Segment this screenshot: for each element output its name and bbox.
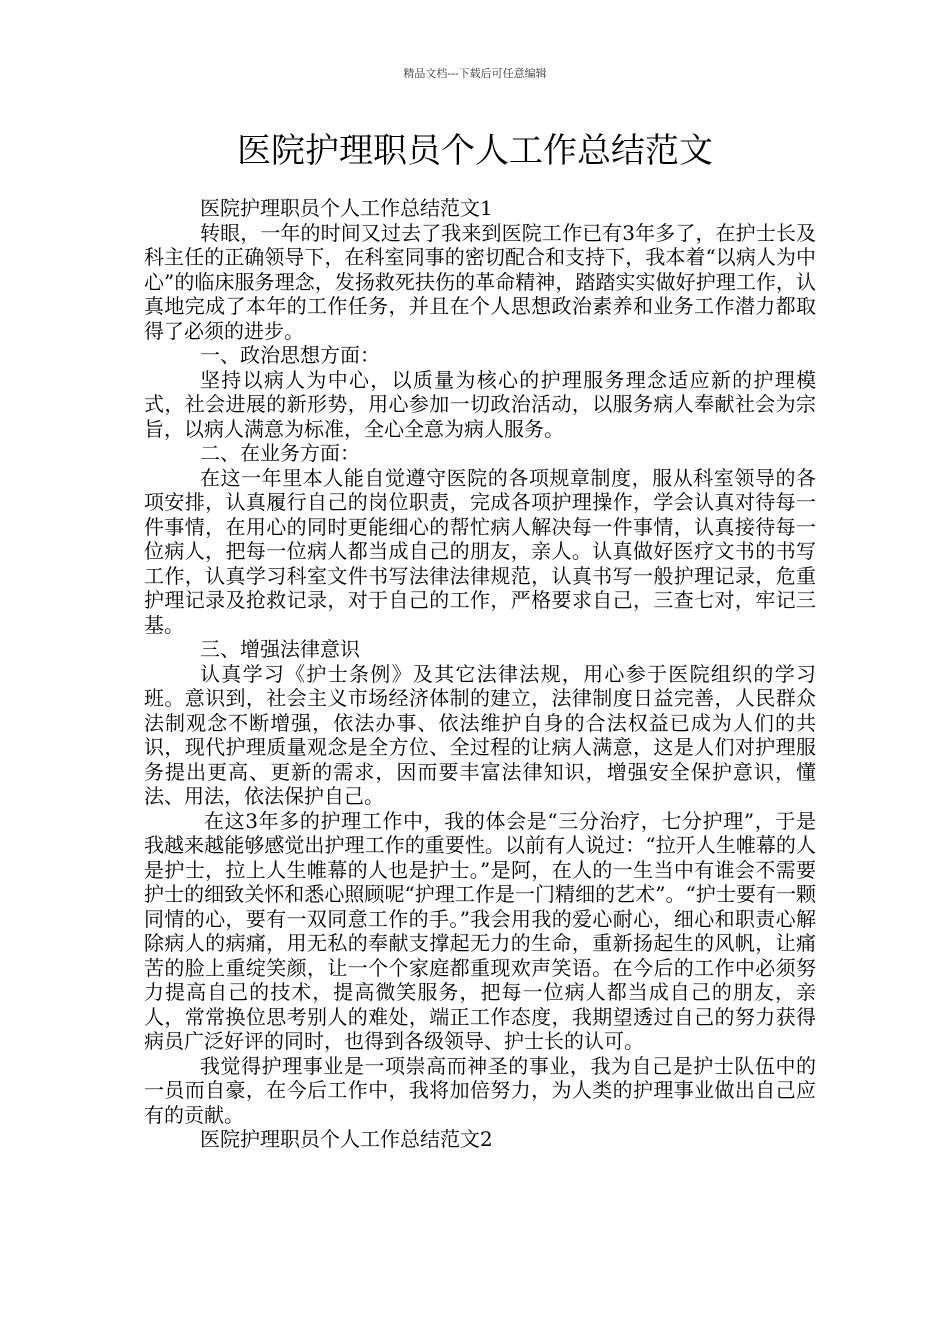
body-paragraph: 我觉得护理事业是一项崇高而神圣的事业，我为自己是护士队伍中的一员而自豪，在今后工作中，我将加倍努力，为人类的护理事业做出自己应有的贡献。 <box>144 1053 816 1127</box>
body-paragraph: 坚持以病人为中心，以质量为核心的护理服务理念适应新的护理模式，社会进展的新形势，用心参加一切政治活动，以服务病人奉献社会为宗旨，以病人满意为标准，全心全意为病人服务。 <box>144 367 816 441</box>
section-heading-2: 医院护理职员个人工作总结范文2 <box>200 1127 493 1151</box>
document-body <box>144 196 816 1152</box>
body-paragraph: 在这一年里本人能自觉遵守医院的各项规章制度，服从科室领导的各项安排，认真履行自己的岗位职责，完成各项护理操作，学会认真对待每一件事情，在用心的同时更能细心的帮忙病人解决每一件事情，认真接待每一位病人，把每一位病人都当成自己的朋友，亲人。认真做好医疗文书的书写工作，认真学习科室文件书写法律法律规范，认真书写一般护理记录，危重护理记录及抢救记录，对于自己的工作，严格要求自己，三查七对，牢记三基。 <box>144 465 816 637</box>
page-header-note: 精品文档---下载后可任意编辑 <box>403 67 547 80</box>
subsection-heading: 二、在业务方面： <box>200 441 360 465</box>
document-title: 医院护理职员个人工作总结范文 <box>237 131 713 171</box>
body-paragraph: 在这3年多的护理工作中，我的体会是“三分治疗，七分护理”，于是我越来越能够感觉出护理工作的重要性。以前有人说过：“拉开人生帷幕的人是护士，拉上人生帷幕的人也是护士。”是阿，在人的一生当中有谁会不需要护士的细致关怀和悉心照顾呢“护理工作是一门精细的艺术”。“护士要有一颗同情的心，要有一双同意工作的手。”我会用我的爱心耐心，细心和职责心解除病人的病痛，用无私的奉献支撑起无力的生命，重新扬起生的风帆，让痛苦的脸上重绽笑颜，让一个个家庭都重现欢声笑语。在今后的工作中必须努力提高自己的技术，提高微笑服务，把每一位病人都当成自己的朋友，亲人，常常换位思考别人的难处，端正工作态度，我期望透过自己的努力获得病员广泛好评的同时，也得到各级领导、护士长的认可。 <box>144 808 816 1053</box>
body-paragraph: 转眼，一年的时间又过去了我来到医院工作已有3年多了，在护士长及科主任的正确领导下，在科室同事的密切配合和支持下，我本着“以病人为中心”的临床服务理念，发扬救死扶伤的革命精神，踏踏实实做好护理工作，认真地完成了本年的工作任务，并且在个人思想政治素养和业务工作潜力都取得了必须的进步。 <box>144 220 816 343</box>
subsection-heading: 三、增强法律意识 <box>200 637 360 661</box>
section-heading-1: 医院护理职员个人工作总结范文1 <box>200 196 493 220</box>
body-paragraph: 认真学习《护士条例》及其它法律法规，用心参于医院组织的学习班。意识到，社会主义市场经济体制的建立，法律制度日益完善，人民群众法制观念不断增强，依法办事、依法维护自身的合法权益已成为人们的共识，现代护理质量观念是全方位、全过程的让病人满意，这是人们对护理服务提出更高、更新的需求，因而要丰富法律知识，增强安全保护意识，懂法、用法，依法保护自己。 <box>144 661 816 808</box>
subsection-heading: 一、政治思想方面： <box>200 343 380 367</box>
